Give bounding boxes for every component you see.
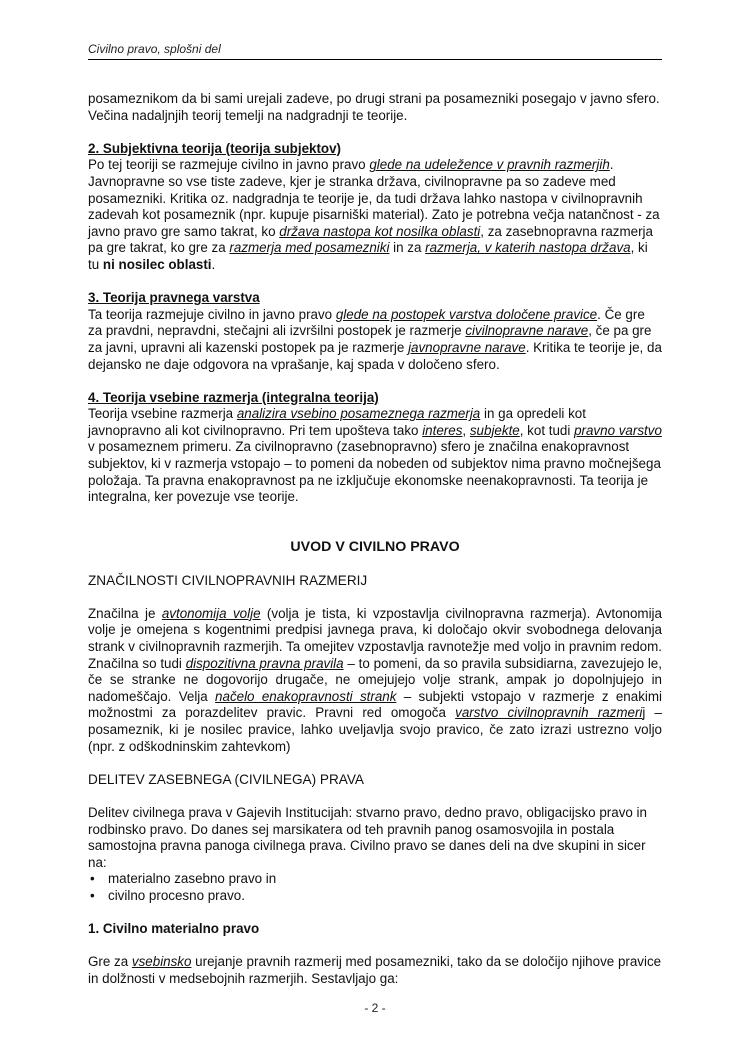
running-header-title: Civilno pravo, splošni del (88, 42, 221, 56)
emphasis-underlined: država nastopa kot nosilka oblasti (279, 223, 481, 239)
text-run: in ga opredeli kot javnopravno ali kot civilnopravno. Pri tem upošteva tako (88, 406, 586, 438)
emphasis-underlined: razmerja, v katerih nastopa država (425, 240, 631, 256)
paragraph-spacer (88, 905, 662, 922)
text-run: Po tej teoriji se razmejuje civilno in javno pravo (88, 157, 370, 173)
emphasis-underlined: interes (422, 422, 463, 438)
text-run: . Če gre za pravdni, nepravdni, stečajni ali izvršilni postopek je razmerje (88, 306, 645, 339)
paragraph-spacer (88, 788, 662, 805)
text-run: , za zasebnopravna razmerja pa gre takrat, ko gre za (88, 223, 653, 256)
emphasis-underlined: vsebinsko (131, 954, 192, 970)
paragraph (88, 406, 662, 506)
text-run: Teorija vsebine razmerja (88, 406, 237, 422)
text-run: , če pa gre za javni, upravni ali kazenski postopek pa je razmerje (88, 323, 652, 355)
paragraph (88, 157, 662, 273)
emphasis-underlined: avtonomija volje (161, 605, 261, 621)
emphasis-underlined: dispozitivna pravna pravila (185, 655, 344, 671)
text-run: , ki tu (88, 240, 648, 272)
paragraph (88, 954, 662, 987)
paragraph (88, 805, 662, 871)
paragraph (88, 307, 662, 373)
emphasis-underlined: pravno varstvo (574, 422, 662, 438)
emphasis-underlined: glede na udeležence v pravnih razmerjih (369, 157, 610, 173)
text-run: (volja je tista, ki vzpostavlja civilnopravna razmerja). Avtonomija volje je omejena s kogentnimi predpisi javnega prava, ki določajo okvir svobodnega delovanja strank v civilnopravnih razmerjih. Ta omejitev vzpostavlja ravnotežje med voljo in pravnim redom. Značilna so tudi (88, 605, 662, 671)
emphasis-underlined: subjekte (469, 422, 520, 438)
section-heading: 3. Teorija pravnega varstva (88, 290, 260, 306)
text-run: . Kritika te teorije je, da dejansko ne daje odgovora na vprašanje, kaj spada v določeno sfero. (88, 339, 662, 372)
text-run: Delitev civilnega prava v Gajevih Institucijah: stvarno pravo, dedno pravo, obligacijsko pravo in rodbinsko pravo. Do danes sej marsikatera od teh pravnih panog osamosvojila in postala samostojna pravna panoga civilnega prava. Civilno pravo se danes deli na dve skupini in sicer na: (88, 804, 647, 870)
emphasis-underlined: javnopravne narave (408, 339, 526, 355)
section-heading: 2. Subjektivna teorija (teorija subjektov) (88, 140, 342, 156)
subsection-heading: DELITEV ZASEBNEGA (CIVILNEGA) PRAVA (88, 771, 364, 787)
page-number: - 2 - (364, 1001, 386, 1015)
paragraph-spacer (88, 556, 662, 573)
emphasis-underlined: glede na postopek varstva določene pravice (335, 306, 598, 322)
text-run: , kot tudi (519, 422, 575, 438)
paragraph-spacer (88, 274, 662, 291)
section-heading: 4. Teorija vsebine razmerja (integralna teorija) (88, 389, 379, 405)
emphasis-underlined: civilnopravne narave (465, 323, 589, 339)
paragraph-spacer (88, 755, 662, 772)
emphasis-underlined: analizira vsebino posameznega razmerja (236, 406, 481, 422)
text-run: , (462, 422, 470, 438)
text-run: . Javnopravne so vse tiste zadeve, kjer je stranka država, civilnopravne pa so zadeve med posamezniki. Kritika oz. nadgradnja te teorije je, da tudi država lahko nastopa v civilnopravnih zadevah kot posameznik (npr. kupuje pisarniški material). Zato je potrebna večja natančnost - za javno pravo gre samo takrat, ko (88, 157, 660, 239)
subsection-heading-bold: 1. Civilno materialno pravo (88, 921, 260, 937)
text-run: in za (389, 240, 426, 256)
paragraph (88, 91, 662, 124)
text-run: Gre za (88, 954, 132, 970)
paragraph-spacer (88, 506, 662, 523)
subsection-heading: ZNAČILNOSTI CIVILNOPRAVNIH RAZMERIJ (88, 572, 368, 588)
running-header (88, 42, 662, 60)
text-run: j – posameznik, ki je nosilec pravice, lahko uveljavlja svojo pravico, če zato izrazi ustrezno voljo (npr. z odškodninskim zahtevkom) (88, 705, 662, 754)
bullet-list-item: • materialno zasebno pravo in (88, 871, 662, 888)
document-body (88, 91, 662, 987)
emphasis-underlined: načelo enakopravnosti strank (215, 688, 397, 704)
text-run: posameznikom da bi sami urejali zadeve, po drugi strani pa posamezniki posegajo v javno sfero. Večina nadaljnjih teorij temelji na nadgradnji te teorije. (88, 91, 660, 123)
text-run: . (211, 256, 216, 272)
bullet-list (88, 871, 662, 904)
text-run: Ta teorija razmejuje civilno in javno pravo (88, 306, 336, 322)
emphasis-underlined: razmerja med posamezniki (229, 240, 390, 256)
paragraph (88, 606, 662, 755)
text-run: Značilna je (88, 605, 162, 621)
text-run: – to pomeni, da so pravila subsidiarna, zavezujejo le, če se stranke ne dogovorijo drugače, ne omejujejo volje strank, ampak jo dopolnjujejo in nadomeščajo. Velja (88, 655, 662, 704)
chapter-title: UVOD V CIVILNO PRAVO (290, 539, 460, 556)
paragraph-spacer (88, 124, 662, 141)
paragraph-spacer (88, 373, 662, 390)
paragraph-spacer (88, 938, 662, 955)
emphasis-underlined: varstvo civilnopravnih razmeri (455, 705, 643, 721)
bullet-list-item: • civilno procesno pravo. (88, 888, 662, 905)
text-run: urejanje pravnih razmerij med posamezniki, tako da se določijo njihove pravice in dolžnosti v medsebojnih razmerjih. Sestavljajo ga: (88, 954, 662, 986)
paragraph-spacer (88, 589, 662, 606)
text-run: – subjekti vstopajo v razmerje z enakimi možnostmi za porazdelitev pravic. Pravni red omogoča (88, 688, 662, 721)
emphasis-bold: ni nosilec oblasti (102, 256, 212, 272)
text-run: v posameznem primeru. Za civilnopravno (zasebnopravno) sfero je značilna enakopravnost subjektov, ki v razmerja vstopajo – to pomeni da nobeden od subjektov nima pravno močnejšega položaja. Ta pravna enakopravnost pa ne izključuje ekonomske neenakopravnosti. Ta teorija je integralna, ker povezuje vse teorije. (88, 439, 661, 505)
